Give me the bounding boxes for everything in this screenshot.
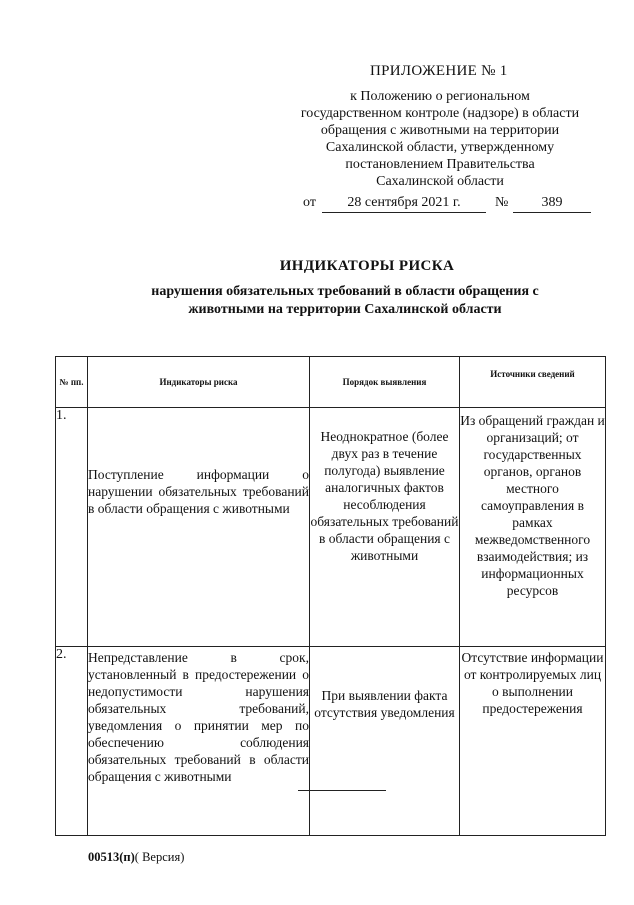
table-row	[56, 408, 606, 647]
decree-number: 389	[513, 195, 591, 213]
appendix-line: государственном контроле (надзоре) в области	[300, 106, 580, 121]
appendix-line: к Положению о региональном	[350, 89, 530, 104]
row-procedure: При выявлении факта отсутствия уведомления	[310, 647, 460, 836]
risk-indicators-table	[55, 356, 606, 836]
header-sources: Источники сведений	[460, 357, 606, 408]
appendix-line: постановлением Правительства	[345, 157, 535, 172]
footer-document-code	[88, 850, 184, 865]
row-indicator: Поступление информации о нарушении обязательных требований в области обращения с животными	[88, 408, 310, 647]
decree-from-label: от	[303, 195, 316, 210]
table-header-row	[56, 357, 606, 408]
decree-number-label: №	[495, 195, 509, 210]
row-number: 1.	[56, 408, 88, 647]
end-divider	[298, 790, 386, 791]
row-procedure: Неоднократное (более двух раз в течение полугода) выявление аналогичных фактов несоблюдения обязательных требований в области обращения с животными	[310, 408, 460, 647]
row-number: 2.	[56, 647, 88, 836]
decree-date: 28 сентября 2021 г.	[322, 195, 486, 213]
table-row	[56, 647, 606, 836]
document-subtitle: нарушения обязательных требований в области обращения с животными на территории Сахалинской области	[151, 284, 539, 317]
row-sources: Из обращений граждан и организаций; от государственных органов, органов местного самоуправления в рамках межведомственного взаимодействия; из информационных ресурсов	[460, 408, 606, 647]
header-indicators: Индикаторы риска	[88, 357, 310, 408]
appendix-title: ПРИЛОЖЕНИЕ № 1	[370, 63, 508, 79]
document-title: ИНДИКАТОРЫ РИСКА	[279, 258, 455, 274]
header-procedure: Порядок выявления	[310, 357, 460, 408]
header-num: № пп.	[56, 357, 88, 408]
appendix-line: обращения с животными на территории	[320, 123, 560, 138]
footer-version: ( Версия)	[134, 850, 185, 864]
decree-reference	[0, 195, 634, 215]
row-sources: Отсутствие информации от контролируемых лиц о выполнении предостережения	[460, 647, 606, 836]
appendix-line: Сахалинской области, утвержденному	[325, 140, 555, 155]
appendix-reference	[280, 88, 600, 190]
footer-code: 00513(п)	[88, 850, 135, 864]
appendix-line: Сахалинской области	[376, 174, 504, 189]
row-indicator: Непредставление в срок, установленный в предостережении о недопустимости нарушения обязательных требований, уведомления о принятии мер по обеспечению соблюдения обязательных требований в области обращения с животными	[88, 647, 310, 836]
